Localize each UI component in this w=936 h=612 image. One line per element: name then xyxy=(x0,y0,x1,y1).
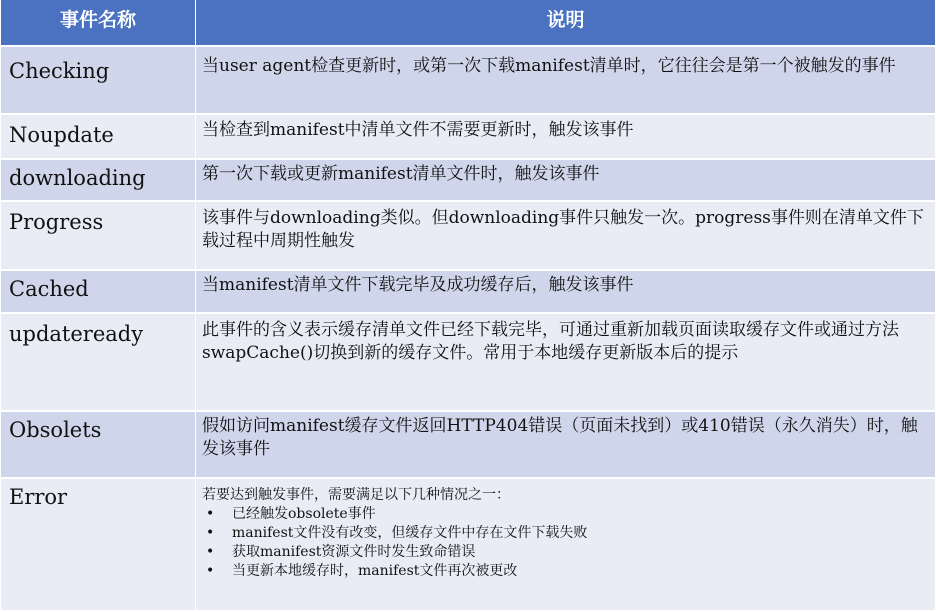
bullet-icon: • xyxy=(206,525,215,541)
bullet-icon: • xyxy=(206,506,215,522)
event-name-updateready: updateready xyxy=(1,314,195,410)
error-condition-text: 已经触发obsolete事件 xyxy=(232,506,376,522)
event-name-obsolets: Obsolets xyxy=(1,412,195,477)
header-description: 说明 xyxy=(196,0,935,45)
header-event-name: 事件名称 xyxy=(1,0,195,45)
event-name-progress: Progress xyxy=(1,202,195,269)
list-item xyxy=(202,543,935,562)
error-condition-text: 当更新本地缓存时，manifest文件再次被更改 xyxy=(232,563,518,579)
list-item xyxy=(202,505,935,524)
event-name-downloading: downloading xyxy=(1,160,195,200)
error-condition-text: manifest文件没有改变，但缓存文件中存在文件下载失败 xyxy=(232,525,588,541)
table-row xyxy=(1,47,935,113)
table-row xyxy=(1,271,935,312)
table-row xyxy=(1,314,935,410)
bullet-icon: • xyxy=(206,563,215,579)
event-desc-downloading: 第一次下载或更新manifest清单文件时，触发该事件 xyxy=(196,160,935,200)
table-row xyxy=(1,479,935,610)
table-row xyxy=(1,412,935,477)
event-desc-noupdate: 当检查到manifest中清单文件不需要更新时，触发该事件 xyxy=(196,115,935,158)
table-row xyxy=(1,160,935,200)
table-header xyxy=(1,0,935,45)
error-condition-text: 获取manifest资源文件时发生致命错误 xyxy=(232,544,476,560)
event-desc-checking: 当user agent检查更新时，或第一次下载manifest清单时，它往往会是第一个被触发的事件 xyxy=(196,47,935,113)
list-item xyxy=(202,524,935,543)
event-name-noupdate: Noupdate xyxy=(1,115,195,158)
table-row xyxy=(1,115,935,158)
event-name-cached: Cached xyxy=(1,271,195,312)
event-desc-cached: 当manifest清单文件下载完毕及成功缓存后，触发该事件 xyxy=(196,271,935,312)
error-conditions-list xyxy=(202,505,935,581)
event-desc-obsolets: 假如访问manifest缓存文件返回HTTP404错误（页面未找到）或410错误（永久消失）时，触发该事件 xyxy=(196,412,935,477)
bullet-icon: • xyxy=(206,544,215,560)
list-item xyxy=(202,562,935,581)
event-desc-error xyxy=(196,479,935,610)
event-desc-progress: 该事件与downloading类似。但downloading事件只触发一次。progress事件则在清单文件下载过程中周期性触发 xyxy=(196,202,935,269)
table-row xyxy=(1,202,935,269)
event-name-checking: Checking xyxy=(1,47,195,113)
event-desc-updateready: 此事件的含义表示缓存清单文件已经下载完毕，可通过重新加载页面读取缓存文件或通过方法swapCache()切换到新的缓存文件。常用于本地缓存更新版本后的提示 xyxy=(196,314,935,410)
error-intro: 若要达到触发事件，需要满足以下几种情况之一： xyxy=(202,487,510,503)
event-name-error: Error xyxy=(1,479,195,610)
